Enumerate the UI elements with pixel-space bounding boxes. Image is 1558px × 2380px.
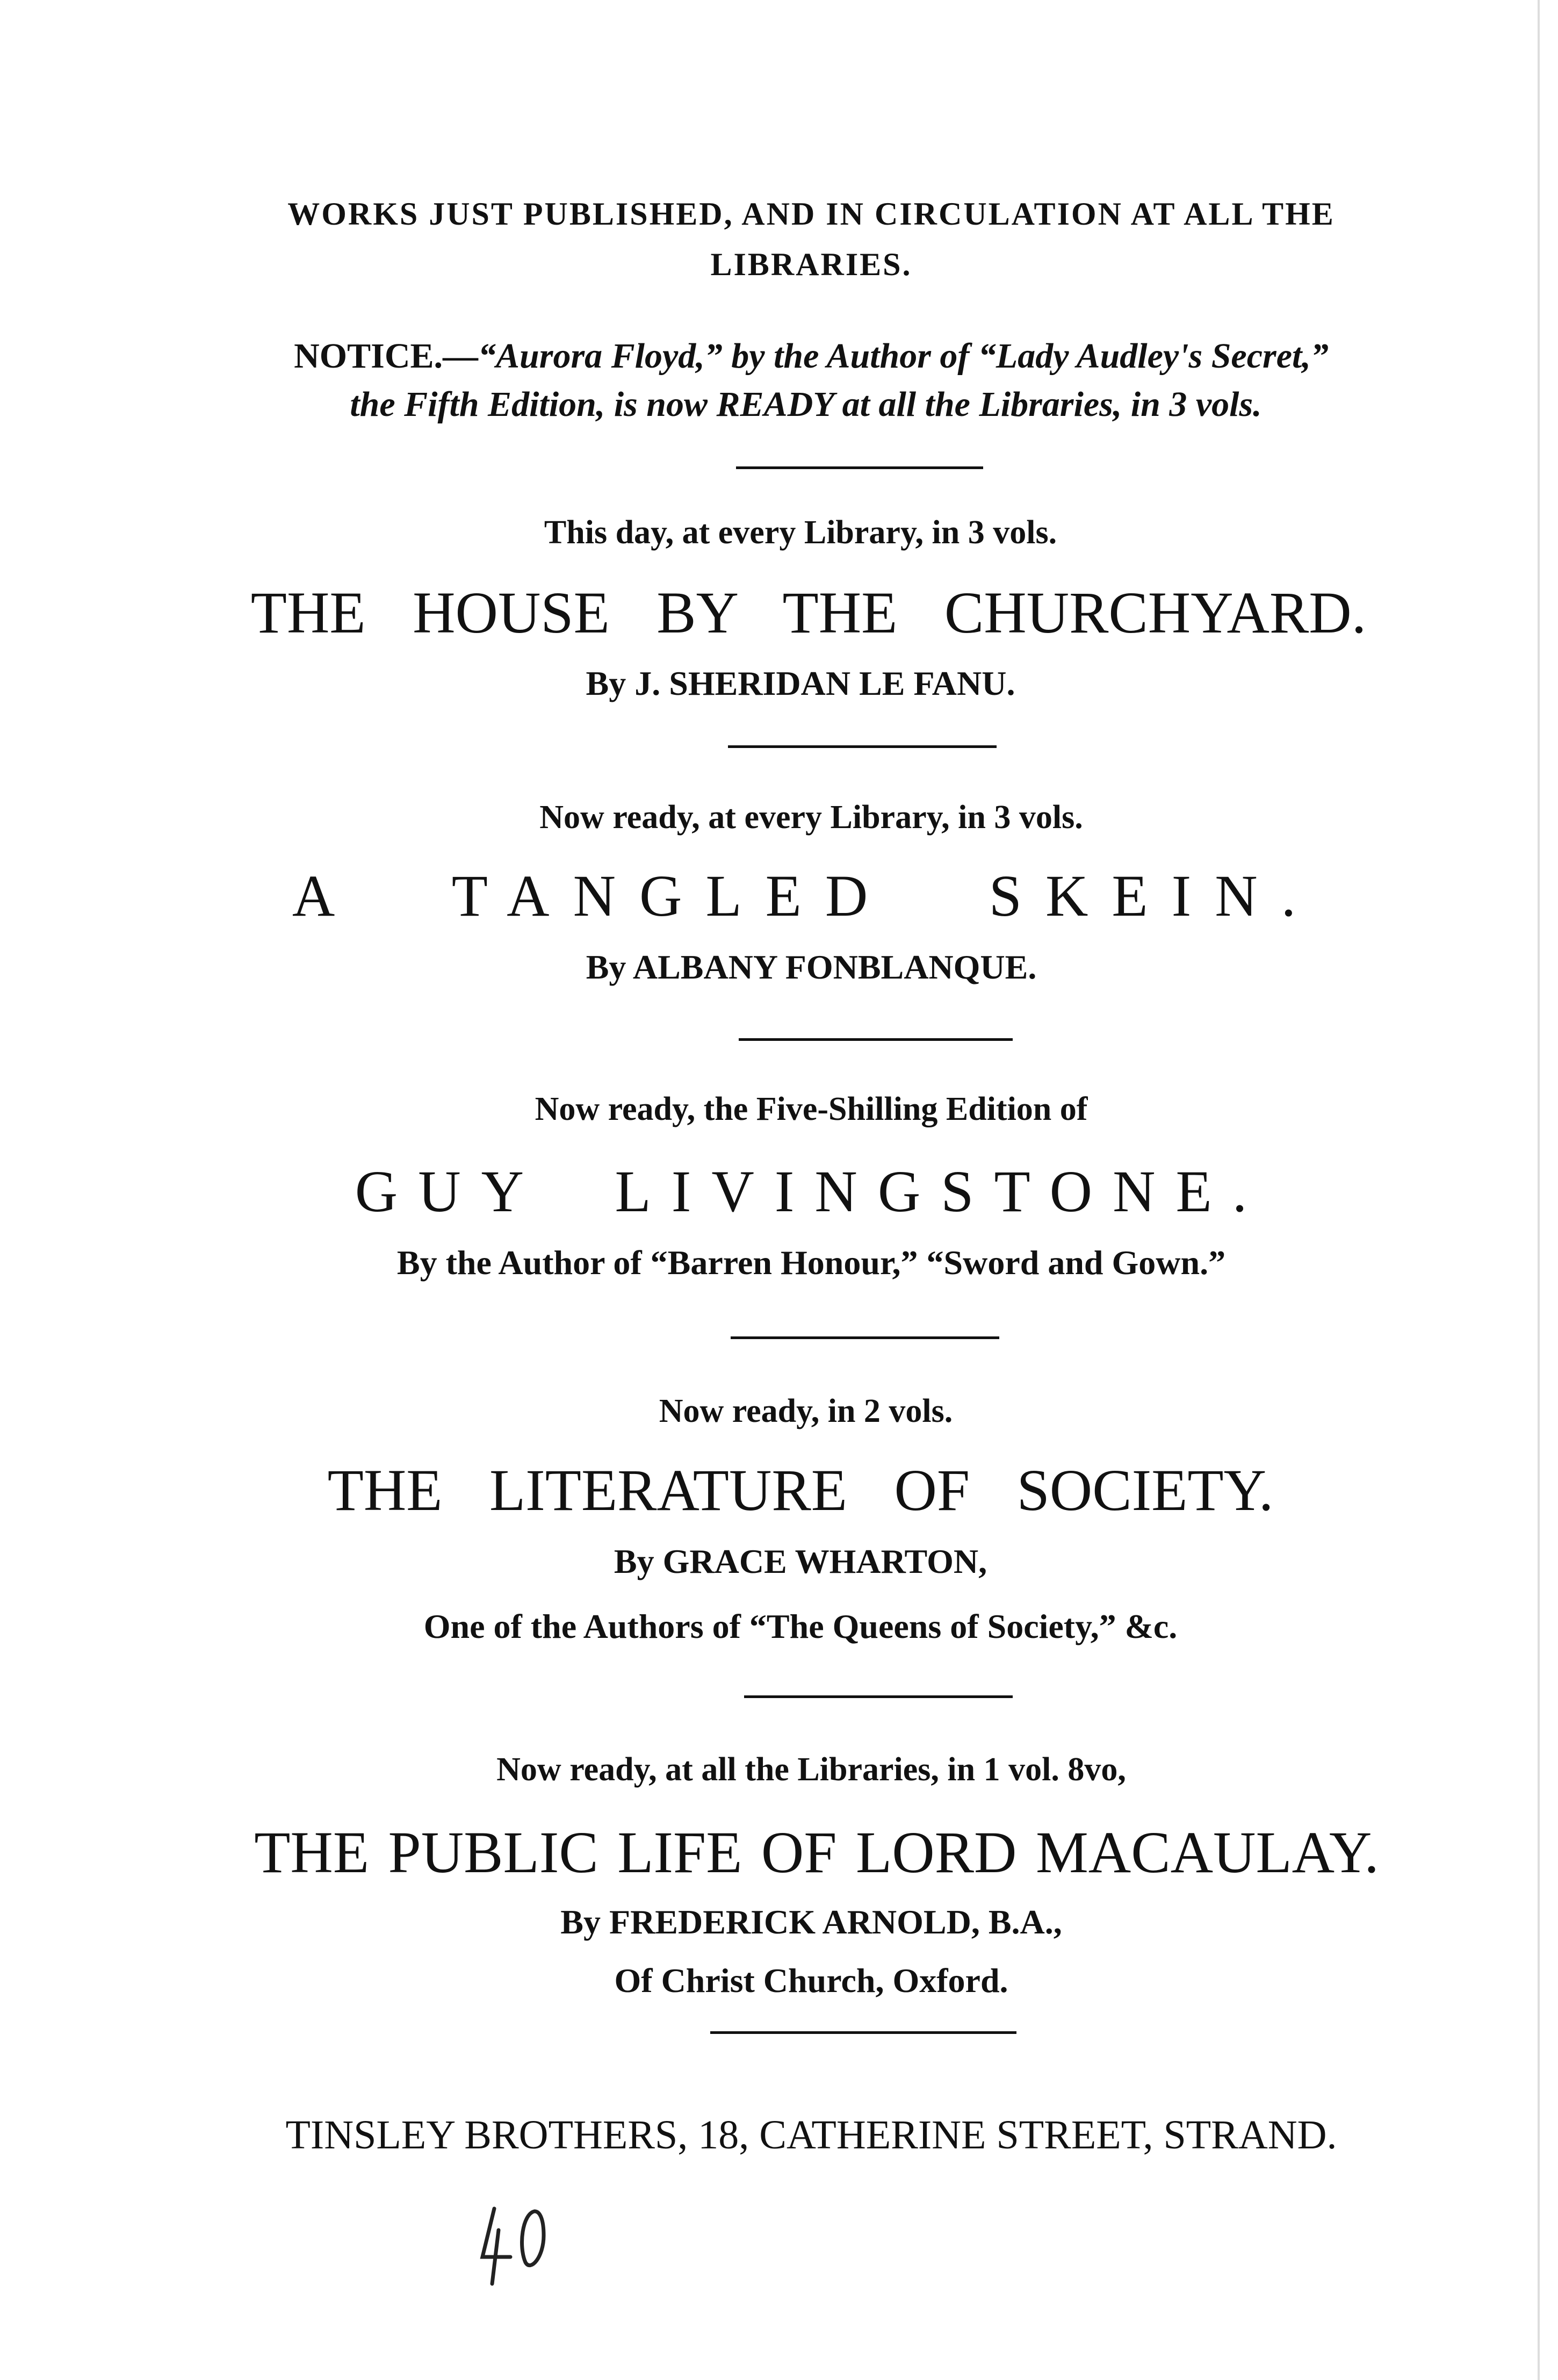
- notice-text-1: “Aurora Floyd,” by the Author of “Lady Audley's Secret,”: [478, 336, 1329, 376]
- book-intro: Now ready, at all the Libraries, in 1 vol. 8vo,: [496, 1751, 1126, 1788]
- book-author-note: One of the Authors of “The Queens of Society,” &c.: [423, 1607, 1178, 1645]
- book-title: A TANGLED SKEIN.: [292, 863, 1320, 929]
- book-intro: This day, at every Library, in 3 vols.: [544, 514, 1057, 551]
- book-intro: Now ready, in 2 vols.: [659, 1393, 953, 1429]
- book-intro: Now ready, the Five-Shilling Edition of: [535, 1091, 1088, 1127]
- book-title: THE PUBLIC LIFE OF LORD MACAULAY.: [254, 1820, 1379, 1885]
- divider-rule: [731, 1336, 999, 1339]
- book-author: By GRACE WHARTON,: [614, 1542, 987, 1580]
- book-author: By the Author of “Barren Honour,” “Sword and Gown.”: [396, 1243, 1226, 1282]
- book-author: By ALBANY FONBLANQUE.: [586, 948, 1037, 986]
- book-title: THE HOUSE BY THE CHURCHYARD.: [250, 580, 1367, 645]
- book-author-note: Of Christ Church, Oxford.: [614, 1961, 1008, 2000]
- publisher-imprint: TINSLEY BROTHERS, 18, CATHERINE STREET, STRAND.: [285, 2112, 1337, 2158]
- notice-line-1: [32, 336, 1558, 376]
- book-title: THE LITERATURE OF SOCIETY.: [327, 1457, 1274, 1523]
- divider-rule: [736, 466, 983, 469]
- book-intro: Now ready, at every Library, in 3 vols.: [539, 799, 1083, 836]
- header-line-2: LIBRARIES.: [710, 247, 912, 282]
- book-title: GUY LIVINGSTONE.: [355, 1159, 1268, 1224]
- header-line-1: WORKS JUST PUBLISHED, AND IN CIRCULATION AT ALL THE: [287, 196, 1335, 232]
- divider-rule: [728, 745, 997, 748]
- divider-rule: [710, 2031, 1016, 2034]
- divider-rule: [744, 1695, 1013, 1698]
- book-author: By FREDERICK ARNOLD, B.A.,: [560, 1903, 1062, 1941]
- notice-line-2: the Fifth Edition, is now READY at all the Libraries, in 3 vols.: [350, 385, 1262, 424]
- book-author: By J. SHERIDAN LE FANU.: [586, 664, 1015, 702]
- divider-rule: [739, 1038, 1013, 1041]
- notice-label: NOTICE.—: [294, 336, 479, 376]
- handwritten-mark-40: [473, 2198, 559, 2289]
